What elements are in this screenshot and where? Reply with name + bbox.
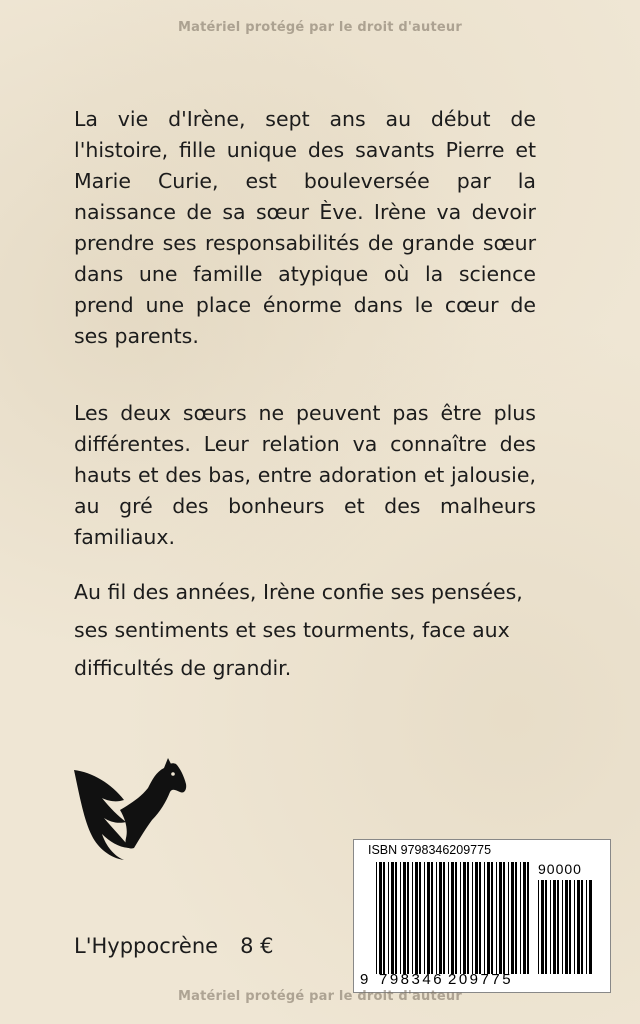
synopsis-paragraph-3: Au fil des années, Irène confie ses pensées, ses sentiments et ses tourments, face aux difficultés de grandir. xyxy=(74,580,523,680)
barcode-stripe xyxy=(545,880,547,974)
barcode-digits xyxy=(354,971,610,989)
isbn-label: ISBN 9798346209775 xyxy=(368,843,492,857)
synopsis-paragraph-2: Les deux sœurs ne peuvent pas être plus différentes. Leur relation va connaître des hauts et des bas, entre adoration et jalousie, au gré des bonheurs et des malheurs familiaux. xyxy=(74,401,536,549)
barcode-stripe xyxy=(443,862,445,974)
barcode-stripe xyxy=(439,862,442,974)
barcode-stripe xyxy=(581,880,583,974)
barcode-stripe xyxy=(565,880,568,974)
barcode-stripe xyxy=(415,862,418,974)
barcode-stripe xyxy=(499,862,502,974)
barcode-stripe xyxy=(508,862,509,974)
publisher-line xyxy=(74,934,273,958)
copyright-watermark-top: Matériel protégé par le droit d'auteur xyxy=(177,20,462,35)
barcode-stripe xyxy=(391,862,394,974)
barcode-stripe xyxy=(527,862,529,974)
barcode-stripe xyxy=(515,862,517,974)
barcode-stripe xyxy=(455,862,457,974)
barcode-stripe xyxy=(451,862,454,974)
barcode-stripe xyxy=(376,862,377,974)
barcode-stripe xyxy=(511,862,514,974)
barcode-stripe xyxy=(520,862,521,974)
barcode-stripe xyxy=(569,880,571,974)
copyright-watermark-bottom: Matériel protégé par le droit d'auteur xyxy=(177,989,462,1004)
barcode-stripe xyxy=(503,862,505,974)
price-code: 90000 xyxy=(538,861,582,877)
barcode-stripe xyxy=(395,862,397,974)
barcode-stripe xyxy=(557,880,559,974)
barcode-stripe xyxy=(541,880,544,974)
barcode-digit-first: 9 xyxy=(360,971,369,988)
book-price: 8 € xyxy=(240,934,274,958)
barcode-stripe xyxy=(479,862,481,974)
barcode-digits-left: 798346 xyxy=(379,971,445,988)
barcode-stripe xyxy=(472,862,473,974)
barcode-stripe xyxy=(467,862,469,974)
barcode-stripe xyxy=(523,862,526,974)
barcode-stripe xyxy=(424,862,425,974)
barcode-stripe xyxy=(562,880,563,974)
barcode-stripe xyxy=(427,862,430,974)
barcode-digits-right: 209775 xyxy=(448,971,514,988)
barcode-stripe xyxy=(448,862,449,974)
barcode-stripe xyxy=(496,862,497,974)
barcode-stripe xyxy=(491,862,493,974)
barcode-stripe xyxy=(400,862,401,974)
barcode-stripe xyxy=(538,880,539,974)
barcode-stripe xyxy=(553,880,556,974)
barcode-stripe xyxy=(577,880,580,974)
pegasus-icon xyxy=(72,758,190,862)
barcode-stripe xyxy=(487,862,490,974)
barcode-stripe xyxy=(412,862,413,974)
barcode-stripe xyxy=(589,880,592,974)
barcode-stripe xyxy=(388,862,389,974)
barcode-stripe xyxy=(436,862,437,974)
barcode-stripe xyxy=(463,862,466,974)
isbn-barcode xyxy=(353,839,611,993)
barcode-stripe xyxy=(383,862,385,974)
barcode-stripe xyxy=(574,880,575,974)
barcode-stripe xyxy=(431,862,433,974)
barcode-stripe xyxy=(379,862,382,974)
barcode-stripe xyxy=(403,862,406,974)
barcode-stripe xyxy=(484,862,485,974)
publisher-name: L'Hyppocrène xyxy=(74,934,219,958)
barcode-stripe xyxy=(550,880,551,974)
barcode-stripe xyxy=(407,862,409,974)
barcode-stripe xyxy=(419,862,421,974)
barcode-stripe xyxy=(475,862,478,974)
barcode-stripe xyxy=(460,862,461,974)
barcode-stripe xyxy=(586,880,587,974)
synopsis-paragraph-1: La vie d'Irène, sept ans au début de l'histoire, fille unique des savants Pierre et Marie Curie, est bouleversée par la naissance de sa sœur Ève. Irène va devoir prendre ses responsabilités de grande sœur dans une famille atypique où la science prend une place énorme dans le cœur de ses parents. xyxy=(74,107,536,348)
